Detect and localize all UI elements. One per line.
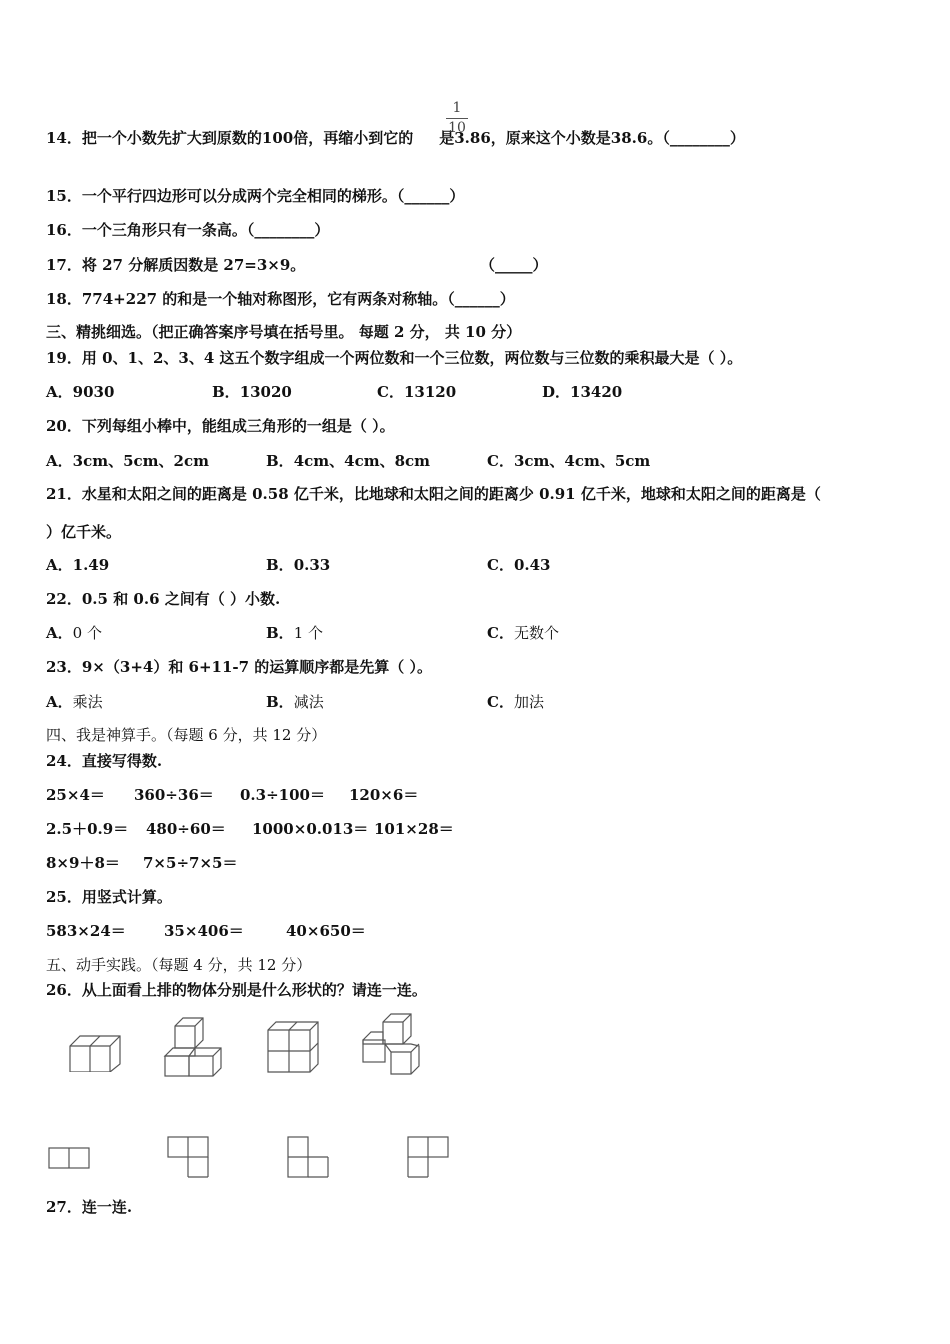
cube-figure-1 — [66, 1032, 126, 1072]
section-5-heading: 五、动手实践。（每题 4 分，共 12 分） — [46, 956, 312, 974]
fraction-one-tenth — [446, 100, 468, 137]
cube-figure-2 — [161, 1016, 225, 1078]
section-4-heading: 四、我是神算手。（每题 6 分，共 12 分） — [46, 726, 327, 744]
calc-item: 8×9＋8＝ — [46, 854, 120, 872]
top-view-figure-2 — [166, 1135, 210, 1179]
q21-option-c: C．0.43 — [487, 556, 551, 574]
calc-item: 583×24＝ — [46, 922, 126, 940]
calc-item: 1000×0.013＝ — [252, 820, 369, 838]
section-3-heading: 三、精挑细选。（把正确答案序号填在括号里。 每题 2 分， 共 10 分） — [46, 323, 522, 341]
cube-figure-3 — [266, 1020, 322, 1076]
top-view-figure-3 — [286, 1135, 330, 1179]
question-21: 21．水星和太阳之间的距离是 0.58 亿千米，比地球和太阳之间的距离少 0.91 亿千米，地球和太阳之间的距离是（ — [46, 485, 821, 503]
q23-option-a: A．乘法 — [46, 693, 103, 711]
question-21-cont: ）亿千米。 — [46, 523, 122, 541]
top-view-figure-1 — [47, 1146, 91, 1172]
q20-option-b: B．4cm、4cm、8cm — [266, 452, 431, 470]
question-18: 18．774+227 的和是一个轴对称图形，它有两条对称轴。（______） — [46, 290, 515, 308]
fraction-denominator: 10 — [448, 120, 466, 136]
q20-option-a: A．3cm、5cm、2cm — [46, 452, 209, 470]
calc-item: 2.5＋0.9＝ — [46, 820, 129, 838]
q19-option-b: B．13020 — [212, 383, 292, 401]
cube-figure-4 — [359, 1012, 423, 1076]
question-14: 14．把一个小数先扩大到原数的100倍，再缩小到它的 是3.86，原来这个小数是38.6。（________） — [46, 129, 745, 147]
q21-option-b: B．0.33 — [266, 556, 331, 574]
calc-item: 101×28＝ — [374, 820, 454, 838]
q19-option-c: C．13120 — [377, 383, 457, 401]
calc-item: 40×650＝ — [286, 922, 366, 940]
q22-option-a: A．0 个 — [46, 624, 102, 642]
question-17: 17．将 27 分解质因数是 27=3×9。 — [46, 256, 306, 274]
question-25: 25．用竖式计算。 — [46, 888, 172, 906]
fraction-numerator: 1 — [452, 100, 462, 116]
fraction-bar — [446, 118, 468, 119]
q23-option-c: C．加法 — [487, 693, 544, 711]
question-23: 23．9×（3+4）和 6+11-7 的运算顺序都是先算（ ）。 — [46, 658, 433, 676]
q23-option-b: B．减法 — [266, 693, 324, 711]
question-27: 27．连一连. — [46, 1198, 133, 1216]
calc-item: 25×4＝ — [46, 786, 105, 804]
question-16: 16．一个三角形只有一条高。（________） — [46, 221, 330, 239]
question-22: 22．0.5 和 0.6 之间有（ ）小数. — [46, 590, 281, 608]
question-17-blank: （_____） — [480, 256, 548, 274]
q20-option-c: C．3cm、4cm、5cm — [487, 452, 651, 470]
question-20: 20．下列每组小棒中，能组成三角形的一组是（ ）。 — [46, 417, 395, 435]
question-24: 24．直接写得数. — [46, 752, 163, 770]
calc-item: 7×5÷7×5＝ — [143, 854, 238, 872]
calc-item: 480÷60＝ — [146, 820, 226, 838]
question-26: 26．从上面看上排的物体分别是什么形状的？请连一连。 — [46, 981, 427, 999]
calc-item: 360÷36＝ — [134, 786, 214, 804]
question-15: 15．一个平行四边形可以分成两个完全相同的梯形。（______） — [46, 187, 465, 205]
q21-option-a: A．1.49 — [46, 556, 110, 574]
top-view-figure-4 — [406, 1135, 450, 1179]
q22-option-c: C．无数个 — [487, 624, 559, 642]
calc-item: 0.3÷100＝ — [240, 786, 325, 804]
calc-item: 35×406＝ — [164, 922, 244, 940]
q22-option-b: B．1 个 — [266, 624, 323, 642]
calc-item: 120×6＝ — [349, 786, 419, 804]
q19-option-a: A．9030 — [46, 383, 115, 401]
question-19: 19．用 0、1、2、3、4 这五个数字组成一个两位数和一个三位数，两位数与三位数的乘积最大是（ ）。 — [46, 349, 743, 367]
q19-option-d: D．13420 — [542, 383, 623, 401]
